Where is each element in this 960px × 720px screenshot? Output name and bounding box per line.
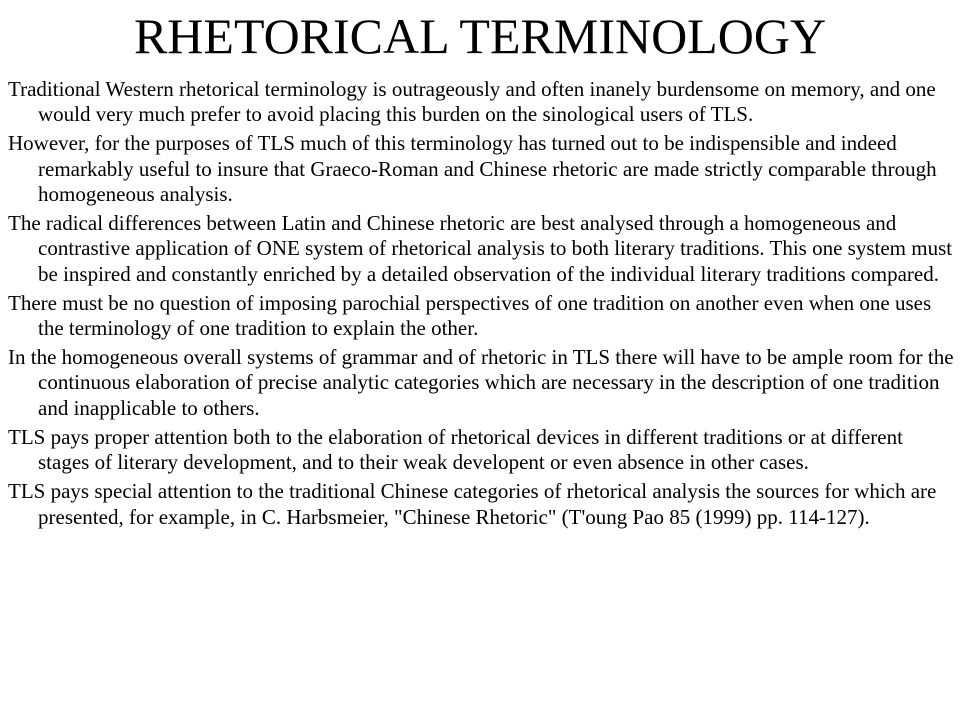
paragraph: Traditional Western rhetorical terminology is outrageously and often inanely burdensome on memory, and one would very much prefer to avoid placing this burden on the sinological users of TLS.: [8, 77, 936, 127]
slide-title: RHETORICAL TERMINOLOGY: [133, 8, 827, 64]
paragraph: The radical differences between Latin and Chinese rhetoric are best analysed through a homogeneous and contrastive application of ONE system of rhetorical analysis to both literary traditions. This one system must be inspired and constantly enriched by a detailed observation of the individual literary traditions compared.: [8, 211, 953, 286]
paragraph: TLS pays proper attention both to the elaboration of rhetorical devices in different traditions or at different stages of literary development, and to their weak developent or even absence in other cases.: [8, 424, 903, 475]
paragraph: TLS pays special attention to the traditional Chinese categories of rhetorical analysis the sources for which are presented, for example, in C. Harbsmeier, "Chinese Rhetoric" (T'oung Pao 85 (1999) pp. 114-127).: [8, 479, 937, 529]
paragraph: However, for the purposes of TLS much of this terminology has turned out to be indispensible and indeed remarkably useful to insure that Graeco-Roman and Chinese rhetoric are made strictly comparable through homogeneous analysis.: [8, 131, 937, 207]
body-paragraphs: [8, 77, 956, 533]
paragraph: In the homogeneous overall systems of grammar and of rhetoric in TLS there will have to be ample room for the continuous elaboration of precise analytic categories which are necessary in the description of one tradition and inapplicable to others.: [8, 345, 954, 420]
paragraph: There must be no question of imposing parochial perspectives of one tradition on another even when one uses the terminology of one tradition to explain the other.: [8, 290, 932, 341]
